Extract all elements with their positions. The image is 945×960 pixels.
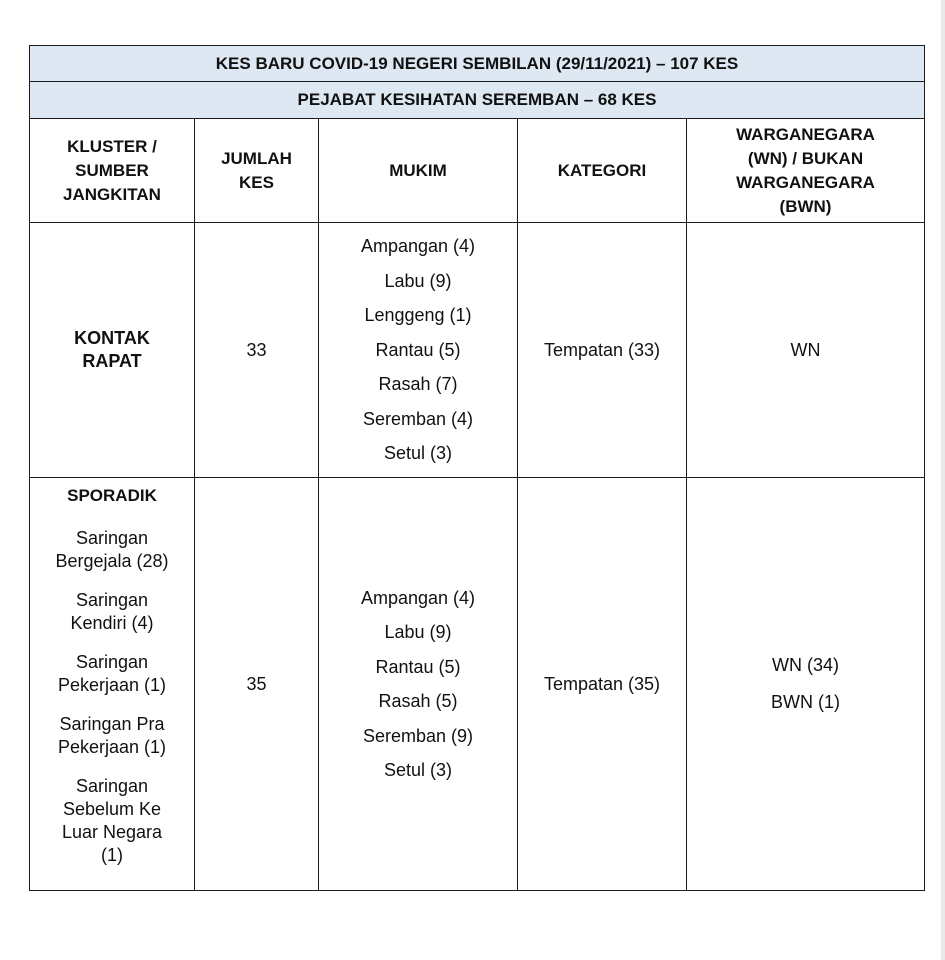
mukim-item: Rasah (5)	[378, 691, 458, 711]
mukim-item: Rantau (5)	[375, 656, 461, 677]
mukim-item: Ampangan (4)	[360, 587, 476, 608]
kluster-cell	[30, 478, 195, 891]
table-subtitle: PEJABAT KESIHATAN SEREMBAN – 68 KES	[30, 82, 925, 119]
mukim-item: Setul (3)	[383, 760, 453, 780]
mukim-item: Ampangan (4)	[360, 236, 476, 257]
jumlah-cell: 35	[195, 478, 319, 891]
jumlah-cell: 33	[195, 223, 319, 478]
mukim-item: Seremban (4)	[362, 408, 474, 429]
covid-cases-table	[29, 45, 925, 891]
header-row	[30, 119, 925, 223]
header-kluster: KLUSTER / SUMBER JANGKITAN	[30, 119, 195, 223]
sporadik-item: Saringan Pra Pekerjaan (1)	[57, 714, 167, 757]
table-title: KES BARU COVID-19 NEGERI SEMBILAN (29/11/2021) – 107 KES	[30, 46, 925, 82]
sporadik-item: Saringan Sebelum Ke Luar Negara (1)	[61, 776, 163, 865]
kategori-cell: Tempatan (33)	[518, 223, 687, 478]
sporadik-item: Saringan Kendiri (4)	[70, 590, 154, 633]
mukim-cell	[319, 478, 518, 891]
page-edge	[941, 0, 945, 960]
header-warga: WARGANEGARA (WN) / BUKAN WARGANEGARA (BWN)	[687, 119, 925, 223]
mukim-item: Seremban (9)	[362, 725, 474, 746]
mukim-item: Setul (3)	[383, 443, 453, 464]
table-row-kontak-rapat	[30, 223, 925, 478]
header-kategori: KATEGORI	[518, 119, 687, 223]
kluster-cell: KONTAK RAPAT	[30, 223, 195, 478]
kategori-cell: Tempatan (35)	[518, 478, 687, 891]
mukim-item: Labu (9)	[384, 270, 452, 291]
mukim-item: Lenggeng (1)	[364, 305, 472, 326]
mukim-item: Rantau (5)	[375, 339, 461, 360]
warga-cell: WN (34) BWN (1)	[687, 478, 925, 891]
mukim-item: Labu (9)	[384, 622, 452, 642]
warga-cell: WN	[687, 223, 925, 478]
sporadik-item: Saringan Pekerjaan (1)	[57, 652, 167, 695]
sporadik-title: SPORADIK	[67, 486, 157, 505]
sporadik-item: Saringan Bergejala (28)	[55, 528, 169, 571]
table-row-sporadik	[30, 478, 925, 891]
mukim-item: Rasah (7)	[378, 374, 458, 395]
header-mukim: MUKIM	[319, 119, 518, 223]
mukim-cell	[319, 223, 518, 478]
header-jumlah: JUMLAH KES	[195, 119, 319, 223]
